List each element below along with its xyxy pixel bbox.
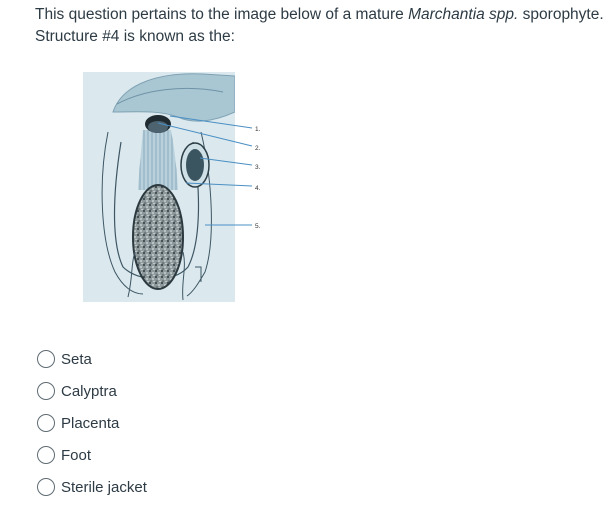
leader-line-2 — [158, 123, 252, 146]
answer-option-foot[interactable] — [37, 439, 147, 471]
question-line-1: This question pertains to the image below of a mature Marchantia spp. sporophyte. — [35, 6, 604, 23]
answer-option-sterile-jacket[interactable] — [37, 471, 147, 503]
question-line-2: Structure #4 is known as the: — [35, 28, 235, 45]
answer-option-placenta[interactable] — [37, 407, 147, 439]
answer-list — [37, 343, 147, 503]
answer-label[interactable]: Sterile jacket — [61, 478, 147, 496]
answer-label[interactable]: Placenta — [61, 414, 120, 432]
answer-label[interactable]: Seta — [61, 350, 92, 368]
radio-button[interactable] — [37, 446, 55, 464]
structure-label-2: 2. — [255, 145, 261, 152]
structure-label-5: 5. — [255, 223, 261, 230]
radio-button[interactable] — [37, 414, 55, 432]
radio-button[interactable] — [37, 350, 55, 368]
answer-label[interactable]: Foot — [61, 446, 92, 464]
radio-button[interactable] — [37, 382, 55, 400]
leader-line-3 — [200, 158, 252, 165]
leader-line-4 — [186, 183, 252, 186]
structure-label-4: 4. — [255, 185, 261, 192]
answer-option-calyptra[interactable] — [37, 375, 147, 407]
answer-label[interactable]: Calyptra — [61, 382, 117, 400]
structure-label-1: 1. — [255, 126, 261, 133]
leader-line-1 — [170, 116, 252, 128]
radio-button[interactable] — [37, 478, 55, 496]
structure-label-3: 3. — [255, 164, 261, 171]
answer-option-seta[interactable] — [37, 343, 147, 375]
